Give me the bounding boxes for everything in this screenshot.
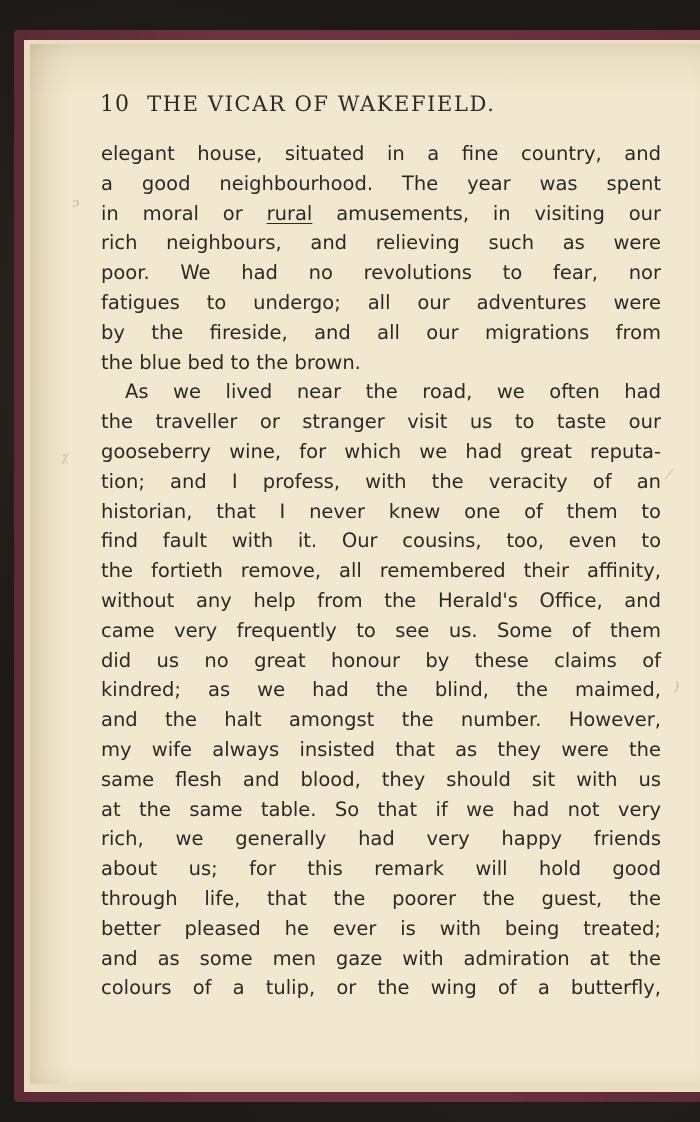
text-line: find fault with it. Our cousins, too, even to <box>101 529 661 553</box>
pencil-mark-left-1: ↄ <box>72 196 80 211</box>
text-line: better pleased he ever is with being treated; <box>101 916 661 940</box>
text-line: by the fireside, and all our migrations from <box>101 320 661 344</box>
text-line: historian, that I never knew one of them to <box>101 499 661 523</box>
text-line: without any help from the Herald's Office, and <box>101 588 661 612</box>
text-line: the traveller or stranger visit us to taste our <box>101 410 661 434</box>
text-line: elegant house, situated in a fine country, and <box>101 142 661 165</box>
text-line: kindred; as we had the blind, the maimed, <box>101 678 661 702</box>
pencil-mark-right-2: ) <box>674 680 680 695</box>
text-line-with-underline <box>101 199 661 229</box>
text-line: fatigues to undergo; all our adventures were <box>101 290 661 314</box>
pencil-mark-left-2: ⁒ <box>62 452 68 467</box>
text-line: the blue bed to the brown. <box>101 350 361 374</box>
text-line: poor. We had no revolutions to fear, nor <box>101 261 661 285</box>
page-number: 10 <box>100 92 130 117</box>
text-line: rich neighbours, and relieving such as were <box>101 231 661 255</box>
text-line: and as some men gaze with admiration at the <box>101 946 661 970</box>
pencil-mark-right-1: ⁄ <box>668 468 671 483</box>
text-line: at the same table. So that if we had not very <box>101 797 661 821</box>
text-line: rich, we generally had very happy friends <box>101 827 661 851</box>
text-line: the fortieth remove, all remembered their affinity, <box>101 559 661 583</box>
text-segment: in moral or <box>101 201 267 225</box>
text-line: came very frequently to see us. Some of them <box>101 618 661 642</box>
body-text <box>101 139 661 1003</box>
text-line: gooseberry wine, for which we had great reputa- <box>101 439 661 463</box>
text-line: colours of a tulip, or the wing of a butterfly, <box>101 976 661 1000</box>
text-line: a good neighbourhood. The year was spent <box>101 171 661 195</box>
text-line: did us no great honour by these claims of <box>101 648 661 672</box>
underlined-word: rural <box>266 201 313 225</box>
text-line: through life, that the poorer the guest, the <box>101 886 661 910</box>
text-line: and the halt amongst the number. However, <box>101 708 661 732</box>
text-segment: amusements, in visiting our <box>312 201 661 225</box>
running-title: THE VICAR OF WAKEFIELD. <box>147 92 496 116</box>
text-line: same flesh and blood, they should sit with us <box>101 767 661 791</box>
page-header <box>100 92 600 117</box>
text-line: my wife always insisted that as they were the <box>101 737 661 761</box>
text-line: about us; for this remark will hold good <box>101 857 661 881</box>
text-line: tion; and I profess, with the veracity of an <box>101 469 661 493</box>
paragraph-start-line: As we lived near the road, we often had <box>125 380 661 404</box>
